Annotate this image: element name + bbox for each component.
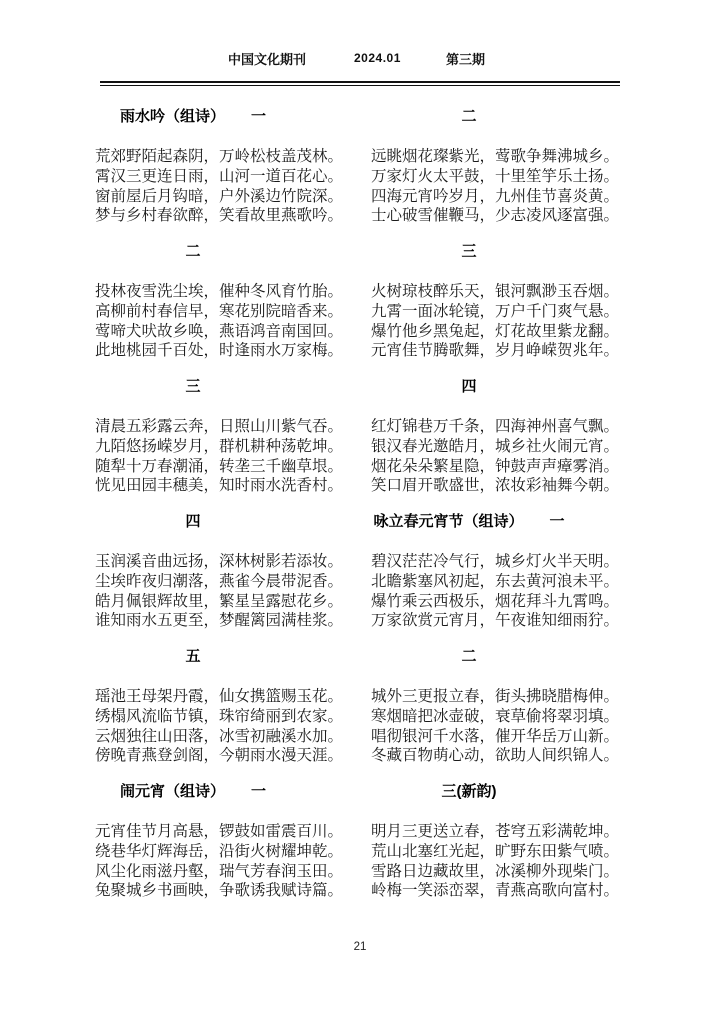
poem-line: 火树琼枝醉乐天，银河飘渺玉吞烟。: [371, 283, 620, 300]
page-number: 21: [353, 941, 367, 953]
poem-line: 城外三更报立春，街头拂晓腊梅伸。: [371, 688, 620, 705]
section-title: [95, 775, 347, 801]
poem-line: 烟花朵朵繁星隐，钟鼓声声瘴雾消。: [371, 457, 620, 475]
poem-section: [371, 235, 623, 370]
poem-line: 皓月佩银辉故里，繁星呈露慰花乡。: [95, 592, 344, 610]
header-divider-rule: [100, 81, 620, 86]
section-title: [371, 370, 623, 396]
section-title-number: 一: [251, 108, 267, 125]
section-title-name: 雨水吟（组诗）: [119, 108, 225, 125]
section-title: [371, 100, 623, 126]
poem-body: [371, 552, 623, 631]
poem-line: 四海元宵吟岁月，九州佳节喜炎黄。: [371, 187, 620, 205]
poem-line: 傍晚青燕登剑阁，今朝雨水漫天涯。: [95, 747, 344, 765]
section-title-number: 三(新韵): [441, 783, 497, 800]
section-title: [95, 640, 347, 666]
poem-line: 风尘化雨滋丹壑，瑞气芳春润玉田。: [95, 862, 344, 880]
poem-line: 笑口眉开歌盛世，浓妆彩袖舞今朝。: [371, 477, 620, 495]
poem-line: 清晨五彩露云奔，日照山川紫气吞。: [95, 418, 344, 435]
poem-line: 银汉春光邀皓月，城乡社火闹元宵。: [371, 437, 620, 455]
poem-line: 士心破雪催鞭马，少志凌风逐富强。: [371, 207, 620, 225]
section-title-name: 闹元宵（组诗）: [119, 783, 225, 800]
left-column: [95, 100, 347, 910]
section-title: [95, 235, 347, 261]
section-title-number: 二: [461, 108, 477, 125]
poem-line: 绕巷华灯辉海岳，沿街火树耀坤乾。: [95, 842, 344, 860]
poem-line: 瑶池王母架丹霞，仙女携篮赐玉花。: [95, 688, 344, 705]
poem-line: 窗前屋后月钩暗，户外溪边竹院深。: [95, 187, 344, 205]
poem-line: 唱彻银河千水落，催开华岳万山新。: [371, 727, 620, 745]
section-title: [95, 370, 347, 396]
poem-body: [95, 687, 347, 766]
poem-line: 元宵佳节月高悬，锣鼓如雷震百川。: [95, 823, 344, 840]
poem-line: 红灯锦巷万千条，四海神州喜气飘。: [371, 418, 620, 435]
poem-line: 九陌悠扬嵘岁月，群机耕种荡乾坤。: [95, 437, 344, 455]
section-title-name: 咏立春元宵节（组诗）: [373, 513, 524, 530]
poem-body: [95, 822, 347, 901]
poem-body: [371, 687, 623, 766]
poem-section: [95, 100, 347, 235]
poem-line: 霄汉三更连日雨，山河一道百花心。: [95, 167, 344, 185]
section-title: [371, 775, 623, 801]
poem-section: [95, 505, 347, 640]
right-column: [371, 100, 623, 910]
poem-line: 恍见田园丰穗美，知时雨水洗香村。: [95, 477, 344, 495]
poem-line: 莺啼犬吠故乡唤，燕语鸿音南国回。: [95, 322, 344, 340]
poem-section: [95, 235, 347, 370]
journal-title: 中国文化期刊: [228, 52, 307, 67]
issue-number: 第三期: [446, 52, 486, 67]
section-title-number: 三: [461, 243, 477, 260]
section-title: [371, 235, 623, 261]
poem-line: 万家欲赏元宵月，午夜谁知细雨狞。: [371, 612, 620, 630]
poem-line: 元宵佳节腾歌舞，岁月峥嵘贺兆年。: [371, 342, 620, 360]
poem-section: [95, 775, 347, 910]
poem-line: 冬藏百物萌心动，欲助人间织锦人。: [371, 747, 620, 765]
section-title-number: 五: [185, 648, 201, 665]
poem-line: 爆竹他乡黑兔起，灯花故里紫龙翻。: [371, 322, 620, 340]
poem-line: 玉润溪音曲远扬，深林树影若添妆。: [95, 553, 344, 570]
poem-line: 九霄一面冰轮镜，万户千门爽气悬。: [371, 302, 620, 320]
poem-line: 北瞻紫塞风初起，东去黄河浪未平。: [371, 572, 620, 590]
poem-line: 雪路日边藏故里，冰溪柳外现柴门。: [371, 862, 620, 880]
poem-line: 爆竹乘云西极乐，烟花拜斗九霄鸣。: [371, 592, 620, 610]
section-title-number: 四: [461, 378, 477, 395]
poem-line: 云烟独往山田落，冰雪初融溪水加。: [95, 727, 344, 745]
poem-line: 绣榻风流临节镇，珠帘绮丽到农家。: [95, 707, 344, 725]
poem-body: [95, 147, 347, 226]
section-title-number: 二: [185, 243, 201, 260]
poem-section: [371, 640, 623, 775]
section-title: [371, 640, 623, 666]
poem-body: [371, 822, 623, 901]
issue-date: 2024.01: [354, 51, 401, 65]
poem-line: 谁知雨水五更至，梦醒篱园满桂浆。: [95, 612, 344, 630]
poem-line: 荒山北塞红光起，旷野东田紫气喷。: [371, 842, 620, 860]
section-title: [95, 505, 347, 531]
section-title: [371, 505, 623, 531]
poem-line: 荒郊野陌起森阴，万岭松枝盖茂林。: [95, 148, 344, 165]
poem-line: 兔聚城乡书画映，争歌诱我赋诗篇。: [95, 882, 344, 900]
poem-body: [95, 282, 347, 361]
poem-section: [371, 775, 623, 910]
poem-line: 梦与乡村春欲醉，笑看故里燕歌吟。: [95, 207, 344, 225]
poem-section: [371, 505, 623, 640]
poem-section: [371, 370, 623, 505]
section-title-number: 二: [461, 648, 477, 665]
poem-body: [95, 417, 347, 496]
section-title-number: 一: [549, 513, 565, 530]
poem-line: 岭梅一笑添峦翠，青燕高歌向富村。: [371, 882, 620, 900]
poem-body: [371, 147, 623, 226]
section-title-number: 三: [185, 378, 201, 395]
section-title: [95, 100, 347, 126]
poem-section: [95, 370, 347, 505]
poem-line: 碧汉茫茫冷气行，城乡灯火半天明。: [371, 553, 620, 570]
poem-body: [95, 552, 347, 631]
poem-section: [95, 640, 347, 775]
poem-line: 投林夜雪洗尘埃，催种冬风育竹胎。: [95, 283, 344, 300]
poem-line: 尘埃昨夜归潮落，燕雀今晨带泥香。: [95, 572, 344, 590]
poem-body: [371, 282, 623, 361]
poem-line: 万家灯火太平鼓，十里笙竽乐土扬。: [371, 167, 620, 185]
poem-line: 高柳前村春信早，寒花别院暗香来。: [95, 302, 344, 320]
poem-section: [371, 100, 623, 235]
poem-line: 寒烟暗把冰壶破，衰草偷将翠羽填。: [371, 707, 620, 725]
poem-line: 此地桃园千百处，时逢雨水万家梅。: [95, 342, 344, 360]
section-title-number: 一: [251, 783, 267, 800]
poem-line: 随犁十万春潮涌，转垄三千幽草垠。: [95, 457, 344, 475]
section-title-number: 四: [185, 513, 201, 530]
poem-line: 明月三更送立春，苍穹五彩满乾坤。: [371, 823, 620, 840]
poem-body: [371, 417, 623, 496]
poem-line: 远眺烟花璨紫光，莺歌争舞沸城乡。: [371, 148, 620, 165]
